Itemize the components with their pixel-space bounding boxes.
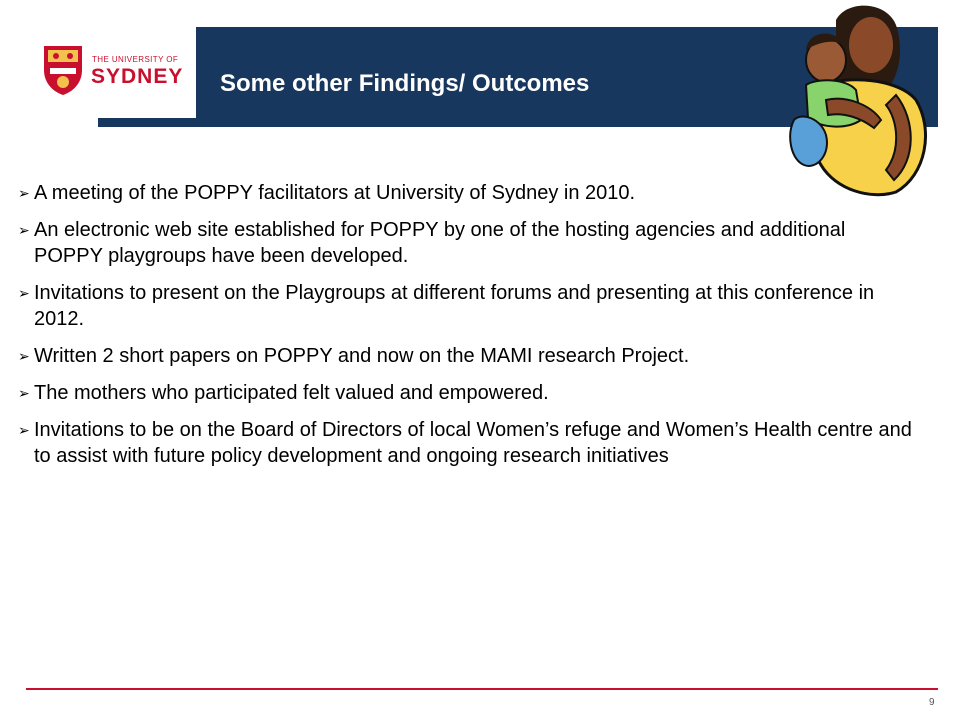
arrow-right-bullet-icon: ➢	[18, 385, 30, 401]
list-item	[18, 343, 918, 369]
bullet-text: A meeting of the POPPY facilitators at University of Sydney in 2010.	[34, 182, 636, 204]
mother-and-child-illustration	[776, 0, 936, 200]
logo-text-small: THE UNIVERSITY OF	[92, 55, 179, 64]
arrow-right-bullet-icon: ➢	[18, 285, 30, 301]
list-item	[18, 217, 918, 269]
arrow-right-bullet-icon: ➢	[18, 222, 30, 238]
findings-list	[18, 180, 918, 480]
arrow-right-bullet-icon: ➢	[18, 348, 30, 364]
logo-text-large: SYDNEY	[91, 65, 184, 88]
arrow-right-bullet-icon: ➢	[18, 422, 30, 438]
list-item	[18, 180, 918, 206]
bullet-text: Written 2 short papers on POPPY and now on the MAMI research Project.	[34, 345, 690, 367]
list-item	[18, 380, 918, 406]
arrow-right-bullet-icon: ➢	[18, 185, 30, 201]
university-crest-icon	[42, 44, 84, 96]
bullet-text: Invitations to be on the Board of Directors of local Women’s refuge and Women’s Health centre and to assist with future policy development and ongoing research initiatives	[34, 419, 912, 467]
bullet-text: An electronic web site established for POPPY by one of the hosting agencies and additional POPPY playgroups have been developed.	[34, 219, 846, 267]
page-number: 9	[929, 697, 935, 708]
bullet-text: Invitations to present on the Playgroups at different forums and presenting at this conference in 2012.	[34, 282, 875, 330]
footer-divider	[26, 688, 938, 690]
list-item	[18, 417, 918, 469]
list-item	[18, 280, 918, 332]
university-logo	[26, 27, 196, 118]
bullet-text: The mothers who participated felt valued and empowered.	[34, 382, 549, 404]
page-title: Some other Findings/ Outcomes	[220, 70, 590, 97]
